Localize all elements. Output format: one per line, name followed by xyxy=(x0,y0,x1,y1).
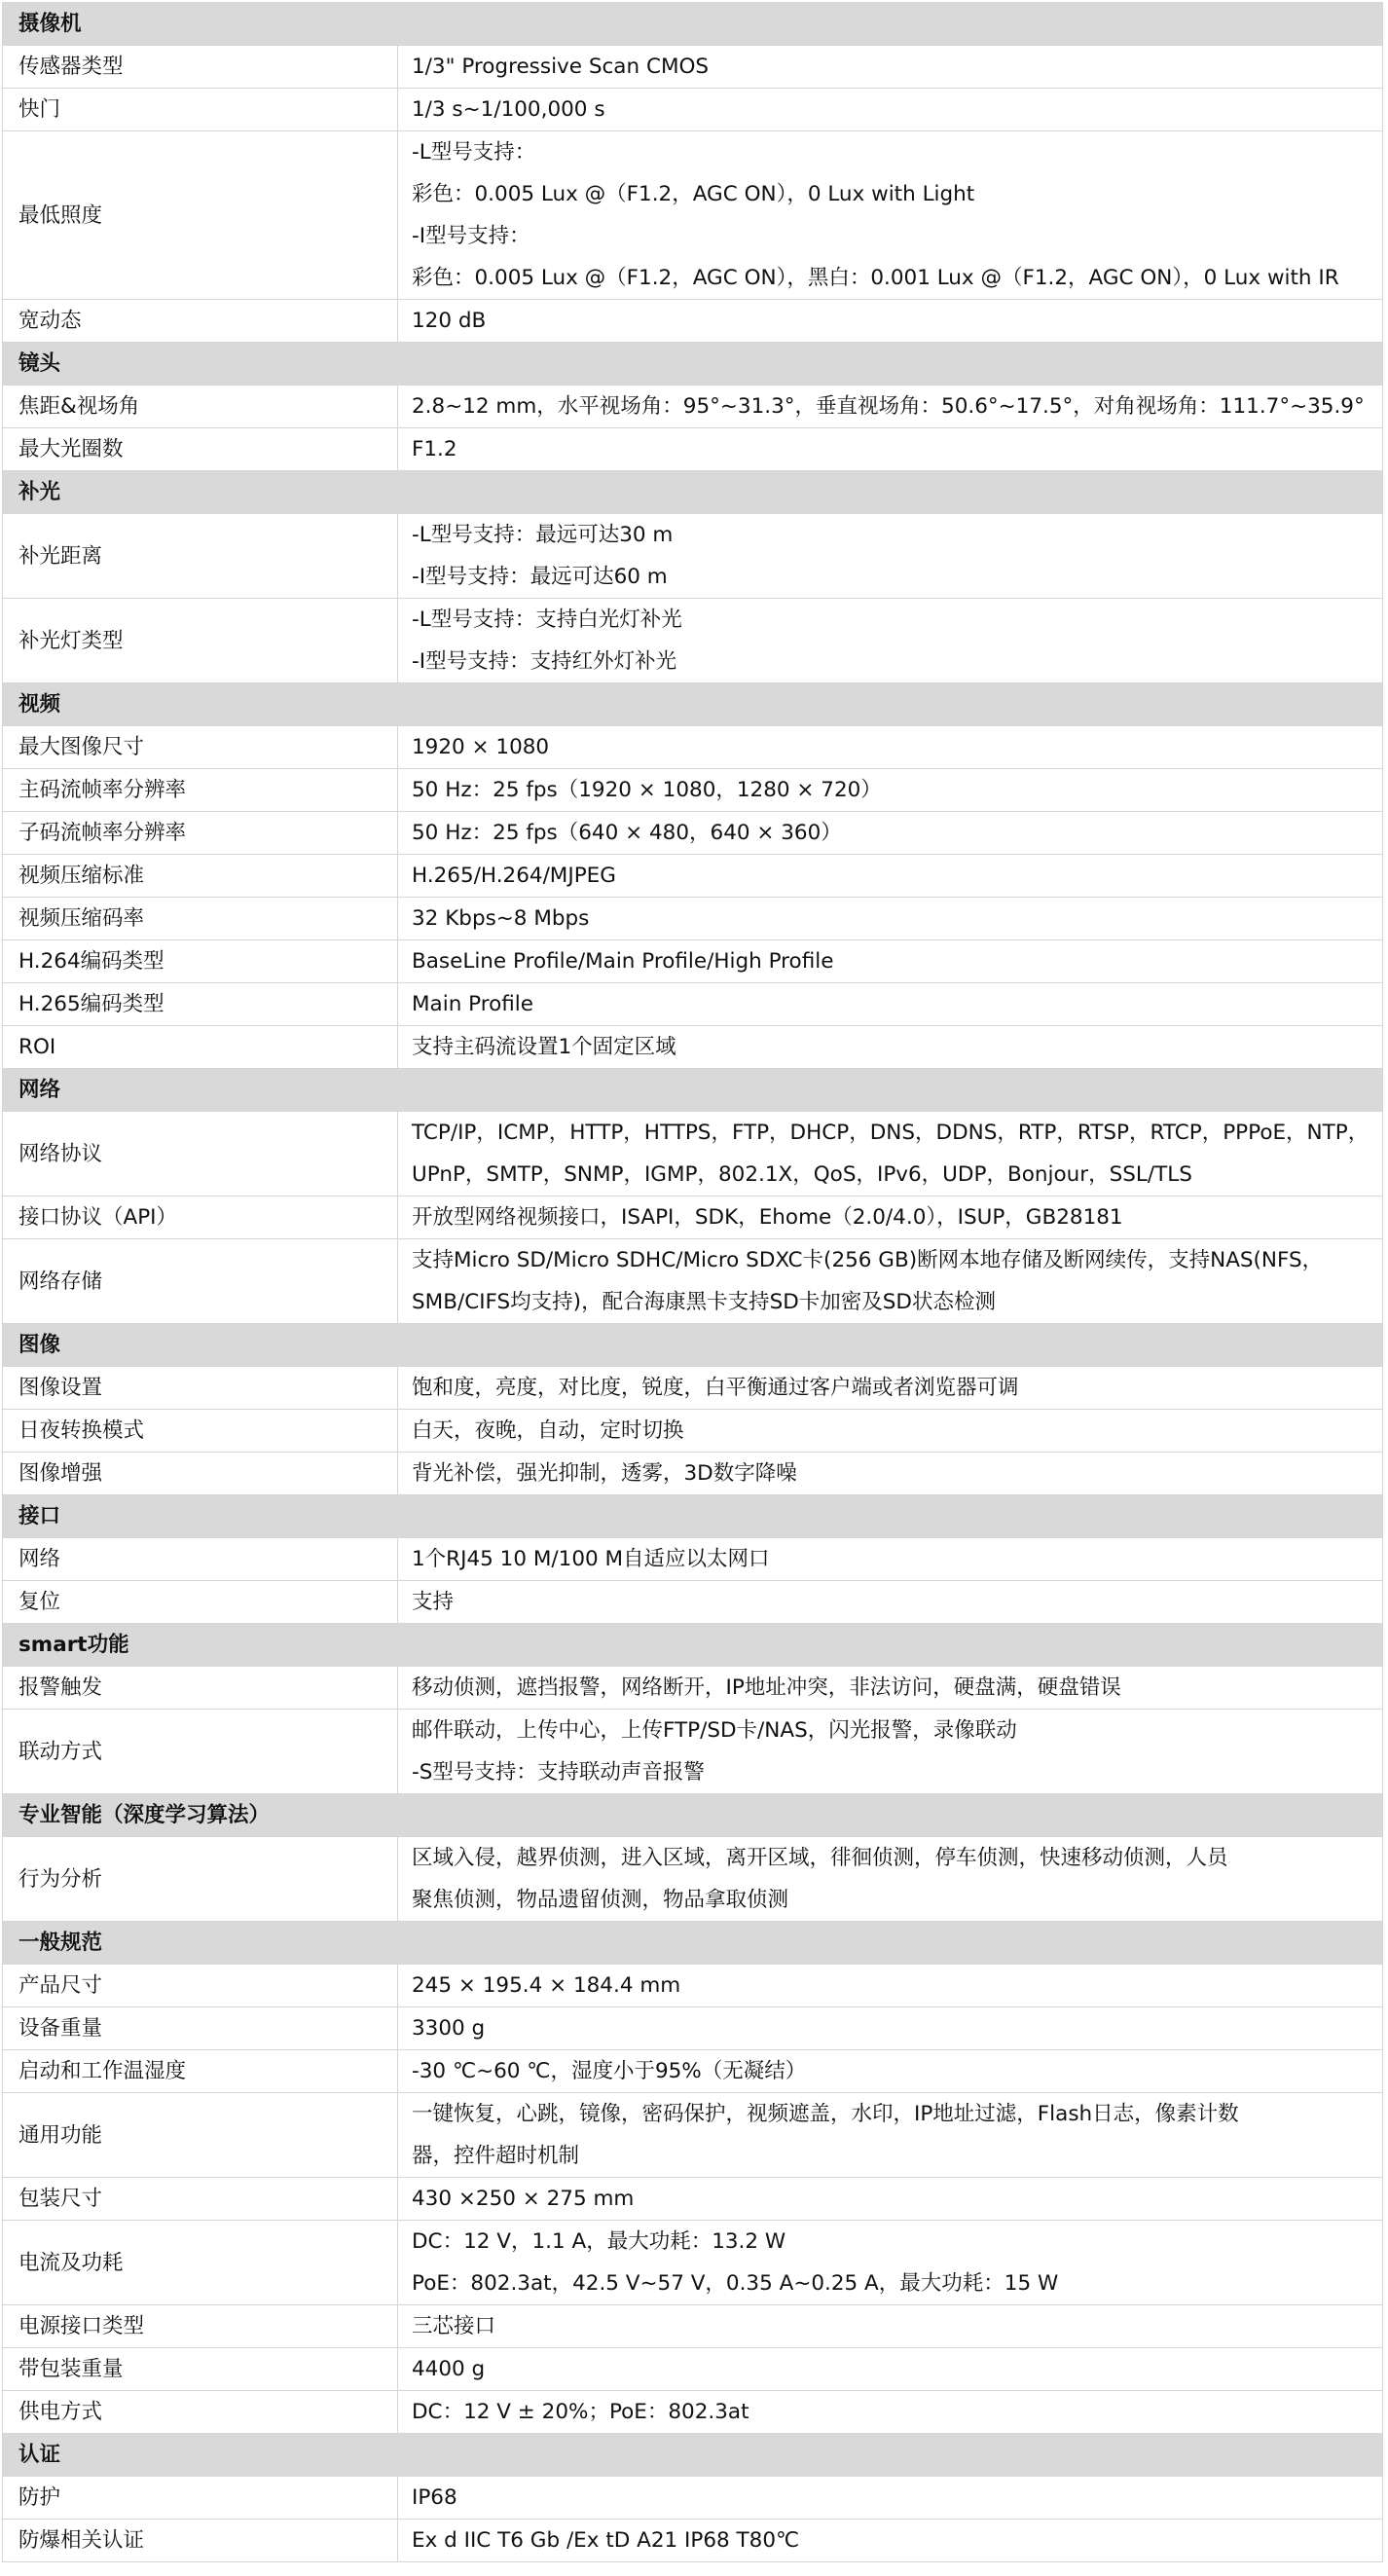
spec-value xyxy=(398,1965,1383,2007)
spec-label: 包装尺寸 xyxy=(3,2178,398,2221)
section-header-row xyxy=(3,683,1383,726)
spec-value-line: 245 × 195.4 × 184.4 mm xyxy=(412,1973,681,1998)
spec-value-line: 3300 g xyxy=(412,2016,486,2041)
spec-value-line: 移动侦测，遮挡报警，网络断开，IP地址冲突，非法访问，硬盘满，硬盘错误 xyxy=(412,1675,1121,1700)
spec-label: 补光灯类型 xyxy=(3,599,398,683)
spec-value-line: -I型号支持： xyxy=(412,224,530,248)
section-header-row xyxy=(3,1624,1383,1667)
spec-row xyxy=(3,1667,1383,1710)
spec-value-line: DC：12 V ± 20%；PoE：802.3at xyxy=(412,2400,749,2424)
spec-value xyxy=(398,1026,1383,1069)
spec-row xyxy=(3,1367,1383,1410)
spec-row xyxy=(3,940,1383,983)
spec-value-line: PoE：802.3at，42.5 V~57 V，0.35 A~0.25 A，最大功耗：15 W xyxy=(412,2271,1059,2296)
spec-value xyxy=(398,1538,1383,1581)
section-header-row xyxy=(3,343,1383,386)
spec-value-line: 1920 × 1080 xyxy=(412,735,550,759)
section-title: 接口 xyxy=(3,1495,1383,1538)
section-title: smart功能 xyxy=(3,1624,1383,1667)
spec-row xyxy=(3,1837,1383,1922)
section-header-row xyxy=(3,1794,1383,1837)
spec-row xyxy=(3,2050,1383,2093)
section-header-row xyxy=(3,1922,1383,1965)
spec-value xyxy=(398,2348,1383,2391)
section-header-row xyxy=(3,3,1383,46)
spec-label: 传感器类型 xyxy=(3,46,398,89)
spec-value xyxy=(398,1667,1383,1710)
spec-label: 接口协议（API） xyxy=(3,1196,398,1239)
spec-row xyxy=(3,1239,1383,1324)
spec-row xyxy=(3,812,1383,855)
spec-value-line: F1.2 xyxy=(412,437,457,461)
spec-value-line: -L型号支持： xyxy=(412,140,536,165)
spec-label: 子码流帧率分辨率 xyxy=(3,812,398,855)
spec-label: 联动方式 xyxy=(3,1710,398,1794)
spec-row xyxy=(3,89,1383,131)
spec-label: 补光距离 xyxy=(3,514,398,599)
spec-value-line: 聚焦侦测，物品遗留侦测，物品拿取侦测 xyxy=(412,1888,789,1912)
section-header-row xyxy=(3,2434,1383,2477)
spec-value-line: 1个RJ45 10 M/100 M自适应以太网口 xyxy=(412,1547,770,1571)
section-title: 图像 xyxy=(3,1324,1383,1367)
spec-row xyxy=(3,2477,1383,2520)
spec-value xyxy=(398,599,1383,683)
spec-value xyxy=(398,2477,1383,2520)
spec-value xyxy=(398,1453,1383,1495)
spec-row xyxy=(3,2391,1383,2434)
spec-value xyxy=(398,726,1383,769)
spec-value xyxy=(398,2050,1383,2093)
spec-label: 日夜转换模式 xyxy=(3,1410,398,1453)
spec-row xyxy=(3,2348,1383,2391)
spec-label: 带包装重量 xyxy=(3,2348,398,2391)
spec-value xyxy=(398,1410,1383,1453)
spec-value-line: 彩色：0.005 Lux @（F1.2，AGC ON），0 Lux with Light xyxy=(412,182,975,206)
spec-value-line: 饱和度，亮度，对比度，锐度，白平衡通过客户端或者浏览器可调 xyxy=(412,1376,1019,1400)
spec-row xyxy=(3,1112,1383,1196)
spec-label: 焦距&视场角 xyxy=(3,386,398,428)
spec-label: 视频压缩标准 xyxy=(3,855,398,898)
section-title: 补光 xyxy=(3,471,1383,514)
spec-label: 视频压缩码率 xyxy=(3,898,398,940)
spec-value xyxy=(398,386,1383,428)
spec-label: 宽动态 xyxy=(3,300,398,343)
spec-value xyxy=(398,1837,1383,1922)
spec-label: 通用功能 xyxy=(3,2093,398,2178)
spec-row xyxy=(3,769,1383,812)
spec-value-line: 彩色：0.005 Lux @（F1.2，AGC ON），黑白：0.001 Lux @（F1.2，AGC ON），0 Lux with IR xyxy=(412,266,1339,290)
spec-row xyxy=(3,2520,1383,2562)
spec-row xyxy=(3,1453,1383,1495)
spec-row xyxy=(3,1710,1383,1794)
spec-value xyxy=(398,1367,1383,1410)
spec-value-line: 支持Micro SD/Micro SDHC/Micro SDXC卡(256 GB)断网本地存储及断网续传，支持NAS(NFS， xyxy=(412,1248,1324,1272)
section-title: 一般规范 xyxy=(3,1922,1383,1965)
spec-row xyxy=(3,1196,1383,1239)
section-title: 认证 xyxy=(3,2434,1383,2477)
spec-row xyxy=(3,1026,1383,1069)
spec-row xyxy=(3,300,1383,343)
spec-value xyxy=(398,131,1383,300)
spec-label: 网络协议 xyxy=(3,1112,398,1196)
spec-row xyxy=(3,2305,1383,2348)
spec-value xyxy=(398,2007,1383,2050)
section-header-row xyxy=(3,1324,1383,1367)
spec-value-line: 32 Kbps~8 Mbps xyxy=(412,906,590,931)
spec-label: 报警触发 xyxy=(3,1667,398,1710)
spec-value xyxy=(398,428,1383,471)
spec-row xyxy=(3,428,1383,471)
section-header-row xyxy=(3,1069,1383,1112)
spec-label: 产品尺寸 xyxy=(3,1965,398,2007)
spec-label: 防护 xyxy=(3,2477,398,2520)
spec-value xyxy=(398,514,1383,599)
spec-value xyxy=(398,769,1383,812)
spec-label: 最大光圈数 xyxy=(3,428,398,471)
spec-value-line: SMB/CIFS均支持)，配合海康黑卡支持SD卡加密及SD状态检测 xyxy=(412,1290,996,1314)
spec-row xyxy=(3,1538,1383,1581)
spec-value-line: 白天，夜晚，自动，定时切换 xyxy=(412,1418,684,1443)
spec-label: 最大图像尺寸 xyxy=(3,726,398,769)
spec-value-line: 一键恢复，心跳，镜像，密码保护，视频遮盖，水印，IP地址过滤，Flash日志，像素计数 xyxy=(412,2102,1239,2126)
spec-value-line: 三芯接口 xyxy=(412,2314,496,2338)
spec-row xyxy=(3,131,1383,300)
spec-value xyxy=(398,2221,1383,2305)
spec-value-line: 4400 g xyxy=(412,2357,486,2381)
spec-value xyxy=(398,1112,1383,1196)
spec-value-line: 区域入侵，越界侦测，进入区域，离开区域，徘徊侦测，停车侦测，快速移动侦测，人员 xyxy=(412,1846,1228,1870)
spec-row xyxy=(3,898,1383,940)
spec-row xyxy=(3,1581,1383,1624)
spec-row xyxy=(3,599,1383,683)
spec-label: 行为分析 xyxy=(3,1837,398,1922)
spec-value-line: -I型号支持：最远可达60 m xyxy=(412,565,668,589)
spec-value-line: 430 ×250 × 275 mm xyxy=(412,2187,635,2211)
spec-label: 最低照度 xyxy=(3,131,398,300)
spec-value xyxy=(398,1196,1383,1239)
spec-value-line: 50 Hz：25 fps（640 × 480，640 × 360） xyxy=(412,821,842,845)
spec-row xyxy=(3,2093,1383,2178)
spec-value xyxy=(398,983,1383,1026)
spec-value-line: DC：12 V，1.1 A，最大功耗：13.2 W xyxy=(412,2229,786,2254)
spec-label: 网络 xyxy=(3,1538,398,1581)
spec-table xyxy=(2,2,1383,2562)
spec-row xyxy=(3,386,1383,428)
spec-value xyxy=(398,898,1383,940)
spec-label: 设备重量 xyxy=(3,2007,398,2050)
spec-value-line: 1/3 s~1/100,000 s xyxy=(412,97,605,122)
spec-label: 主码流帧率分辨率 xyxy=(3,769,398,812)
spec-label: 图像设置 xyxy=(3,1367,398,1410)
spec-value-line: UPnP，SMTP，SNMP，IGMP，802.1X，QoS，IPv6，UDP，Bonjour，SSL/TLS xyxy=(412,1162,1192,1187)
spec-label: H.265编码类型 xyxy=(3,983,398,1026)
spec-label: 供电方式 xyxy=(3,2391,398,2434)
spec-label: ROI xyxy=(3,1026,398,1069)
spec-value xyxy=(398,46,1383,89)
spec-value xyxy=(398,1710,1383,1794)
spec-value-line: IP68 xyxy=(412,2485,457,2510)
spec-value xyxy=(398,855,1383,898)
spec-value xyxy=(398,940,1383,983)
section-header-row xyxy=(3,1495,1383,1538)
spec-label: 启动和工作温湿度 xyxy=(3,2050,398,2093)
spec-label: 电流及功耗 xyxy=(3,2221,398,2305)
spec-value xyxy=(398,1581,1383,1624)
spec-value-line: -S型号支持：支持联动声音报警 xyxy=(412,1760,705,1785)
spec-label: 网络存储 xyxy=(3,1239,398,1324)
spec-value-line: 1/3" Progressive Scan CMOS xyxy=(412,55,710,79)
spec-row xyxy=(3,2007,1383,2050)
spec-value xyxy=(398,2520,1383,2562)
spec-value xyxy=(398,1239,1383,1324)
spec-value-line: -L型号支持：最远可达30 m xyxy=(412,523,674,547)
spec-row xyxy=(3,2178,1383,2221)
spec-label: 图像增强 xyxy=(3,1453,398,1495)
spec-value-line: Ex d IIC T6 Gb /Ex tD A21 IP68 T80℃ xyxy=(412,2528,800,2553)
section-title: 专业智能（深度学习算法） xyxy=(3,1794,1383,1837)
spec-value-line: 邮件联动，上传中心，上传FTP/SD卡/NAS，闪光报警，录像联动 xyxy=(412,1718,1017,1743)
spec-label: 电源接口类型 xyxy=(3,2305,398,2348)
spec-value-line: 120 dB xyxy=(412,309,487,333)
spec-value-line: 支持主码流设置1个固定区域 xyxy=(412,1035,676,1059)
spec-row xyxy=(3,855,1383,898)
spec-value xyxy=(398,2391,1383,2434)
spec-value xyxy=(398,2178,1383,2221)
spec-value-line: 2.8~12 mm，水平视场角：95°~31.3°，垂直视场角：50.6°~17.5°，对角视场角：111.7°~35.9° xyxy=(412,394,1365,419)
spec-value-line: 背光补偿，强光抑制，透雾，3D数字降噪 xyxy=(412,1461,797,1486)
spec-value-line: BaseLine Profile/Main Profile/High Profile xyxy=(412,949,834,974)
spec-value xyxy=(398,300,1383,343)
spec-value xyxy=(398,812,1383,855)
section-title: 网络 xyxy=(3,1069,1383,1112)
spec-value-line: 开放型网络视频接口，ISAPI，SDK，Ehome（2.0/4.0），ISUP，GB28181 xyxy=(412,1205,1123,1230)
spec-value-line: Main Profile xyxy=(412,992,534,1016)
spec-row xyxy=(3,514,1383,599)
spec-row xyxy=(3,2221,1383,2305)
spec-label: H.264编码类型 xyxy=(3,940,398,983)
section-title: 镜头 xyxy=(3,343,1383,386)
spec-value-line: 器，控件超时机制 xyxy=(412,2144,580,2168)
spec-row xyxy=(3,726,1383,769)
spec-value xyxy=(398,89,1383,131)
spec-row xyxy=(3,1965,1383,2007)
section-title: 视频 xyxy=(3,683,1383,726)
section-title: 摄像机 xyxy=(3,3,1383,46)
spec-row xyxy=(3,983,1383,1026)
section-header-row xyxy=(3,471,1383,514)
spec-value-line: -L型号支持：支持白光灯补光 xyxy=(412,607,682,632)
spec-value-line: -30 ℃~60 ℃，湿度小于95%（无凝结） xyxy=(412,2059,807,2083)
spec-row xyxy=(3,1410,1383,1453)
spec-row xyxy=(3,46,1383,89)
spec-value xyxy=(398,2093,1383,2178)
spec-value-line: 50 Hz：25 fps（1920 × 1080，1280 × 720） xyxy=(412,778,882,802)
spec-table-body xyxy=(3,3,1383,2562)
spec-label: 复位 xyxy=(3,1581,398,1624)
spec-label: 快门 xyxy=(3,89,398,131)
spec-value xyxy=(398,2305,1383,2348)
spec-value-line: H.265/H.264/MJPEG xyxy=(412,864,616,888)
spec-value-line: -I型号支持：支持红外灯补光 xyxy=(412,649,677,674)
spec-value-line: 支持 xyxy=(412,1590,455,1614)
spec-label: 防爆相关认证 xyxy=(3,2520,398,2562)
spec-value-line: TCP/IP，ICMP，HTTP，HTTPS，FTP，DHCP，DNS，DDNS，RTP，RTSP，RTCP，PPPoE，NTP， xyxy=(412,1121,1370,1145)
